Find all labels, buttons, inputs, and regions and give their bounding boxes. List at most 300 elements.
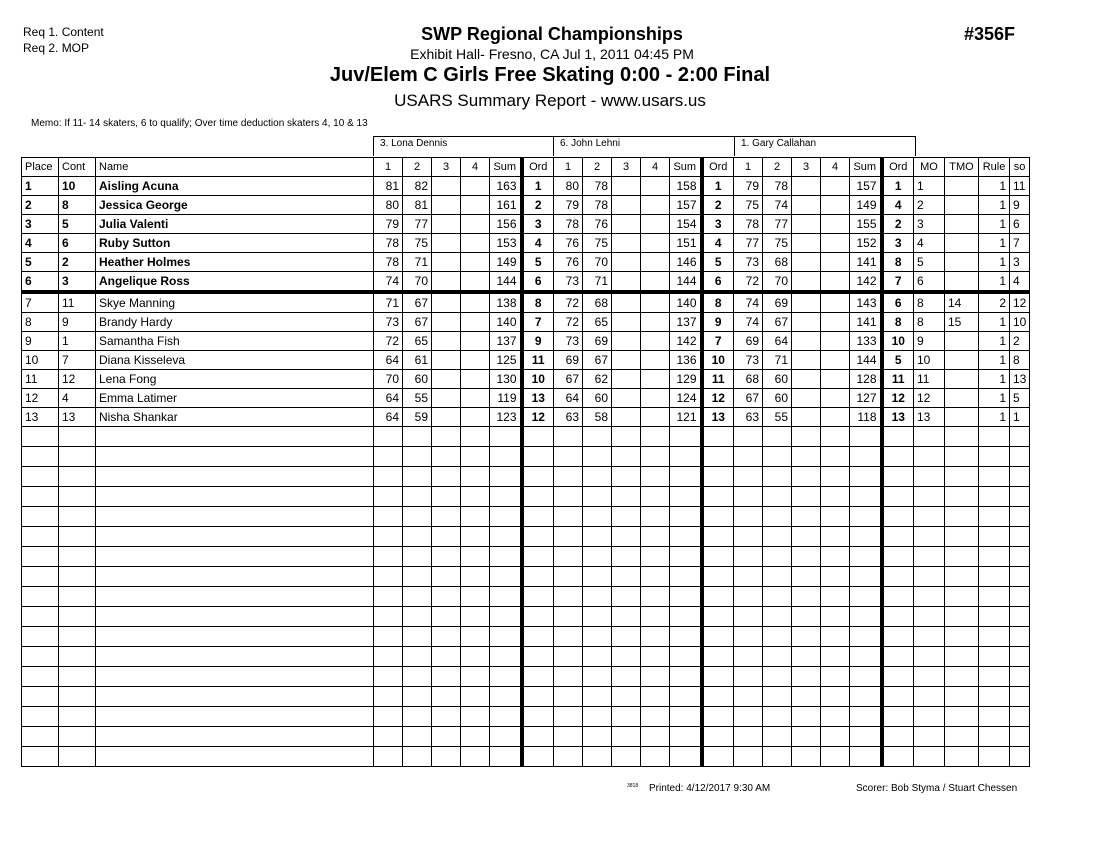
judge-1-score-4-cell — [461, 253, 490, 272]
empty-cell — [914, 487, 945, 507]
skater-name-cell: Lena Fong — [96, 370, 374, 389]
empty-cell — [1010, 447, 1030, 467]
judge-2-score-3-cell — [612, 332, 641, 351]
judge-1-ordinal-cell: 2 — [522, 196, 554, 215]
empty-cell — [914, 667, 945, 687]
empty-cell — [612, 707, 641, 727]
empty-cell — [914, 427, 945, 447]
empty-cell — [22, 587, 59, 607]
empty-cell — [522, 647, 554, 667]
empty-cell — [554, 727, 583, 747]
judge-1-sum-cell: 138 — [490, 292, 522, 313]
judge-3-score-1-cell: 63 — [734, 408, 763, 427]
empty-cell — [763, 747, 792, 767]
empty-cell — [734, 747, 763, 767]
event-name: Juv/Elem C Girls Free Skating 0:00 - 2:00 Final — [329, 64, 771, 86]
judge-1-score-4-cell — [461, 332, 490, 351]
empty-cell — [490, 487, 522, 507]
empty-cell — [583, 467, 612, 487]
empty-cell — [461, 487, 490, 507]
empty-cell — [821, 427, 850, 447]
judge-2-sum-cell: 136 — [670, 351, 702, 370]
empty-cell — [374, 527, 403, 547]
empty-cell — [403, 567, 432, 587]
judge-2-ordinal-cell: 7 — [702, 332, 734, 351]
empty-cell — [403, 447, 432, 467]
empty-cell — [945, 487, 979, 507]
empty-cell — [850, 727, 882, 747]
empty-cell — [702, 667, 734, 687]
judge-3-score-1-cell: 75 — [734, 196, 763, 215]
empty-cell — [96, 447, 374, 467]
empty-cell — [702, 467, 734, 487]
empty-cell — [821, 527, 850, 547]
empty-cell — [763, 727, 792, 747]
col-name-header: Name — [96, 158, 374, 177]
empty-row — [22, 667, 1030, 687]
empty-cell — [914, 507, 945, 527]
empty-cell — [490, 507, 522, 527]
rule-cell: 1 — [979, 234, 1010, 253]
judge-2-score-2-cell: 65 — [583, 313, 612, 332]
empty-cell — [403, 707, 432, 727]
empty-cell — [979, 467, 1010, 487]
empty-cell — [583, 607, 612, 627]
empty-cell — [374, 507, 403, 527]
empty-cell — [612, 727, 641, 747]
empty-cell — [612, 547, 641, 567]
empty-cell — [461, 687, 490, 707]
judge-1-ordinal-cell: 5 — [522, 253, 554, 272]
so-cell: 2 — [1010, 332, 1030, 351]
empty-cell — [763, 507, 792, 527]
empty-cell — [22, 687, 59, 707]
judge-1-score-1-cell: 72 — [374, 332, 403, 351]
empty-cell — [702, 567, 734, 587]
judge-2-sum-cell: 144 — [670, 272, 702, 293]
empty-cell — [792, 447, 821, 467]
empty-cell — [461, 447, 490, 467]
judge-3-score-3-cell — [792, 351, 821, 370]
empty-cell — [554, 487, 583, 507]
empty-cell — [22, 427, 59, 447]
empty-cell — [522, 707, 554, 727]
col-mo-header: MO — [914, 158, 945, 177]
empty-cell — [641, 627, 670, 647]
judge-2-score-2-cell: 75 — [583, 234, 612, 253]
rule-cell: 2 — [979, 292, 1010, 313]
judge-2-ordinal-cell: 3 — [702, 215, 734, 234]
empty-row — [22, 687, 1030, 707]
empty-cell — [490, 527, 522, 547]
empty-row — [22, 427, 1030, 447]
judge-3-sum-cell: 133 — [850, 332, 882, 351]
empty-cell — [850, 427, 882, 447]
empty-cell — [22, 547, 59, 567]
judge-2-sum-cell: 121 — [670, 408, 702, 427]
judge-1-score-4-cell — [461, 389, 490, 408]
empty-cell — [583, 587, 612, 607]
empty-cell — [554, 587, 583, 607]
empty-cell — [792, 427, 821, 447]
empty-cell — [641, 587, 670, 607]
judge-1-score-2-cell: 82 — [403, 177, 432, 196]
empty-cell — [850, 467, 882, 487]
empty-cell — [522, 547, 554, 567]
empty-cell — [403, 747, 432, 767]
judge-1-score-3-cell — [432, 332, 461, 351]
empty-cell — [734, 487, 763, 507]
empty-cell — [1010, 607, 1030, 627]
empty-cell — [914, 647, 945, 667]
empty-cell — [702, 727, 734, 747]
empty-cell — [670, 507, 702, 527]
empty-cell — [792, 747, 821, 767]
empty-cell — [583, 687, 612, 707]
place-cell: 7 — [22, 292, 59, 313]
judge-3-sum-cell: 141 — [850, 313, 882, 332]
empty-cell — [22, 707, 59, 727]
judge-2-score-4-cell — [641, 177, 670, 196]
empty-cell — [583, 667, 612, 687]
empty-cell — [490, 687, 522, 707]
col-j2-score1-header: 1 — [554, 158, 583, 177]
empty-cell — [670, 647, 702, 667]
judge-1-score-3-cell — [432, 215, 461, 234]
judge-1-score-1-cell: 81 — [374, 177, 403, 196]
empty-cell — [914, 547, 945, 567]
judge-1-ordinal-cell: 3 — [522, 215, 554, 234]
empty-cell — [490, 547, 522, 567]
contestant-number-cell: 5 — [59, 215, 96, 234]
empty-cell — [522, 527, 554, 547]
empty-cell — [583, 507, 612, 527]
empty-cell — [432, 527, 461, 547]
empty-row — [22, 487, 1030, 507]
skater-name-cell: Heather Holmes — [96, 253, 374, 272]
empty-cell — [914, 727, 945, 747]
judge-3-score-2-cell: 74 — [763, 196, 792, 215]
judge-3-score-2-cell: 70 — [763, 272, 792, 293]
judge-3-ordinal-cell: 6 — [882, 292, 914, 313]
empty-cell — [670, 667, 702, 687]
judge-2-score-4-cell — [641, 196, 670, 215]
empty-cell — [59, 647, 96, 667]
empty-cell — [702, 687, 734, 707]
table-row — [22, 177, 1030, 196]
empty-cell — [522, 587, 554, 607]
judge-2-ordinal-cell: 11 — [702, 370, 734, 389]
tmo-cell: 14 — [945, 292, 979, 313]
empty-cell — [461, 567, 490, 587]
judge-1-ordinal-cell: 12 — [522, 408, 554, 427]
empty-cell — [670, 707, 702, 727]
col-j3-score1-header: 1 — [734, 158, 763, 177]
empty-cell — [850, 487, 882, 507]
judge-3-score-2-cell: 60 — [763, 370, 792, 389]
empty-cell — [641, 607, 670, 627]
skater-name-cell: Brandy Hardy — [96, 313, 374, 332]
judge-3-score-4-cell — [821, 370, 850, 389]
skater-name-cell: Angelique Ross — [96, 272, 374, 293]
judge-3-score-4-cell — [821, 389, 850, 408]
judge-2-score-4-cell — [641, 351, 670, 370]
empty-cell — [432, 507, 461, 527]
empty-cell — [432, 607, 461, 627]
judge-1-score-1-cell: 73 — [374, 313, 403, 332]
skater-name-cell: Nisha Shankar — [96, 408, 374, 427]
table-row — [22, 332, 1030, 351]
empty-cell — [490, 467, 522, 487]
empty-cell — [1010, 547, 1030, 567]
empty-row — [22, 507, 1030, 527]
empty-cell — [945, 607, 979, 627]
empty-cell — [670, 747, 702, 767]
judge-2-score-1-cell: 78 — [554, 215, 583, 234]
table-row — [22, 408, 1030, 427]
empty-cell — [792, 547, 821, 567]
empty-cell — [96, 547, 374, 567]
empty-cell — [612, 687, 641, 707]
empty-cell — [96, 727, 374, 747]
judge-2-score-2-cell: 70 — [583, 253, 612, 272]
judge-3-score-1-cell: 67 — [734, 389, 763, 408]
empty-cell — [821, 687, 850, 707]
place-cell: 10 — [22, 351, 59, 370]
empty-cell — [490, 447, 522, 467]
empty-cell — [821, 647, 850, 667]
judge-1-score-3-cell — [432, 389, 461, 408]
empty-cell — [374, 547, 403, 567]
empty-cell — [821, 567, 850, 587]
skater-name-cell: Skye Manning — [96, 292, 374, 313]
empty-cell — [702, 587, 734, 607]
judge-3-name: 1. Gary Callahan — [734, 136, 916, 156]
so-cell: 5 — [1010, 389, 1030, 408]
judge-1-name: 3. Lona Dennis — [373, 136, 554, 156]
empty-cell — [403, 487, 432, 507]
empty-cell — [59, 607, 96, 627]
empty-cell — [641, 527, 670, 547]
empty-cell — [979, 707, 1010, 727]
empty-cell — [945, 527, 979, 547]
place-cell: 12 — [22, 389, 59, 408]
col-j3-score2-header: 2 — [763, 158, 792, 177]
empty-cell — [979, 527, 1010, 547]
table-row — [22, 313, 1030, 332]
judge-1-sum-cell: 153 — [490, 234, 522, 253]
judge-3-sum-cell: 152 — [850, 234, 882, 253]
empty-cell — [882, 747, 914, 767]
contestant-number-cell: 4 — [59, 389, 96, 408]
empty-cell — [522, 687, 554, 707]
empty-cell — [641, 487, 670, 507]
empty-cell — [612, 567, 641, 587]
judge-2-score-1-cell: 63 — [554, 408, 583, 427]
judge-2-ordinal-cell: 4 — [702, 234, 734, 253]
skater-name-cell: Ruby Sutton — [96, 234, 374, 253]
empty-cell — [490, 587, 522, 607]
empty-cell — [914, 467, 945, 487]
empty-cell — [670, 587, 702, 607]
place-cell: 4 — [22, 234, 59, 253]
empty-cell — [522, 627, 554, 647]
judge-3-score-2-cell: 77 — [763, 215, 792, 234]
empty-cell — [850, 527, 882, 547]
judge-3-score-2-cell: 71 — [763, 351, 792, 370]
empty-cell — [554, 467, 583, 487]
judge-3-score-4-cell — [821, 215, 850, 234]
empty-cell — [59, 427, 96, 447]
empty-row — [22, 727, 1030, 747]
judge-1-ordinal-cell: 8 — [522, 292, 554, 313]
empty-cell — [374, 687, 403, 707]
empty-cell — [641, 687, 670, 707]
empty-cell — [792, 667, 821, 687]
judge-1-score-2-cell: 70 — [403, 272, 432, 293]
empty-cell — [792, 487, 821, 507]
empty-cell — [792, 567, 821, 587]
contestant-number-cell: 3 — [59, 272, 96, 293]
empty-cell — [792, 587, 821, 607]
empty-row — [22, 467, 1030, 487]
printed-timestamp: Printed: 4/12/2017 9:30 AM — [649, 783, 771, 794]
empty-cell — [612, 667, 641, 687]
requirement-2-label: Req 2. MOP — [23, 41, 90, 55]
col-j2-sum-header: Sum — [670, 158, 702, 177]
empty-cell — [763, 607, 792, 627]
judge-2-score-2-cell: 78 — [583, 196, 612, 215]
judge-3-score-4-cell — [821, 253, 850, 272]
empty-cell — [979, 547, 1010, 567]
judge-1-sum-cell: 130 — [490, 370, 522, 389]
judge-1-score-4-cell — [461, 234, 490, 253]
place-cell: 2 — [22, 196, 59, 215]
judge-1-sum-cell: 125 — [490, 351, 522, 370]
rule-cell: 1 — [979, 272, 1010, 293]
col-place-header: Place — [22, 158, 59, 177]
empty-cell — [612, 607, 641, 627]
empty-cell — [490, 627, 522, 647]
empty-cell — [461, 607, 490, 627]
empty-cell — [945, 467, 979, 487]
empty-cell — [641, 547, 670, 567]
empty-cell — [792, 647, 821, 667]
contestant-number-cell: 9 — [59, 313, 96, 332]
empty-cell — [22, 487, 59, 507]
judge-1-sum-cell: 119 — [490, 389, 522, 408]
empty-cell — [583, 487, 612, 507]
report-name: USARS Summary Report - www.usars.us — [394, 91, 706, 110]
empty-cell — [583, 527, 612, 547]
empty-cell — [22, 667, 59, 687]
empty-cell — [702, 747, 734, 767]
judge-1-sum-cell: 140 — [490, 313, 522, 332]
judge-2-score-3-cell — [612, 408, 641, 427]
judge-1-ordinal-cell: 13 — [522, 389, 554, 408]
tmo-cell — [945, 370, 979, 389]
judge-1-score-4-cell — [461, 292, 490, 313]
judge-2-score-3-cell — [612, 234, 641, 253]
skater-name-cell: Aisling Acuna — [96, 177, 374, 196]
table-row — [22, 370, 1030, 389]
judge-2-score-1-cell: 67 — [554, 370, 583, 389]
empty-cell — [583, 747, 612, 767]
empty-cell — [522, 467, 554, 487]
judge-1-sum-cell: 144 — [490, 272, 522, 293]
header-row — [22, 158, 1030, 177]
skater-name-cell: Emma Latimer — [96, 389, 374, 408]
empty-cell — [554, 547, 583, 567]
empty-cell — [914, 747, 945, 767]
empty-cell — [641, 467, 670, 487]
judge-3-ordinal-cell: 4 — [882, 196, 914, 215]
empty-row — [22, 707, 1030, 727]
judge-2-score-3-cell — [612, 272, 641, 293]
so-cell: 9 — [1010, 196, 1030, 215]
empty-cell — [403, 607, 432, 627]
empty-cell — [612, 447, 641, 467]
empty-cell — [22, 507, 59, 527]
empty-cell — [914, 567, 945, 587]
judge-3-score-1-cell: 72 — [734, 272, 763, 293]
judge-1-score-3-cell — [432, 234, 461, 253]
empty-cell — [432, 667, 461, 687]
empty-cell — [403, 687, 432, 707]
col-j2-score3-header: 3 — [612, 158, 641, 177]
judge-3-score-1-cell: 74 — [734, 292, 763, 313]
judge-2-score-1-cell: 79 — [554, 196, 583, 215]
empty-cell — [461, 747, 490, 767]
empty-cell — [702, 507, 734, 527]
judge-3-score-3-cell — [792, 292, 821, 313]
empty-cell — [734, 447, 763, 467]
judge-2-score-4-cell — [641, 253, 670, 272]
empty-cell — [432, 747, 461, 767]
mo-cell: 13 — [914, 408, 945, 427]
judge-3-score-2-cell: 64 — [763, 332, 792, 351]
empty-cell — [821, 667, 850, 687]
judge-1-score-2-cell: 67 — [403, 313, 432, 332]
judge-1-score-2-cell: 71 — [403, 253, 432, 272]
empty-cell — [403, 507, 432, 527]
empty-cell — [96, 567, 374, 587]
empty-cell — [641, 667, 670, 687]
empty-cell — [96, 647, 374, 667]
empty-cell — [59, 687, 96, 707]
empty-cell — [403, 587, 432, 607]
empty-cell — [792, 687, 821, 707]
empty-cell — [96, 527, 374, 547]
empty-cell — [1010, 567, 1030, 587]
empty-cell — [432, 587, 461, 607]
empty-cell — [792, 467, 821, 487]
empty-cell — [554, 667, 583, 687]
empty-cell — [882, 687, 914, 707]
empty-cell — [432, 707, 461, 727]
empty-cell — [792, 527, 821, 547]
judge-3-sum-cell: 157 — [850, 177, 882, 196]
empty-cell — [945, 547, 979, 567]
empty-cell — [374, 707, 403, 727]
empty-cell — [432, 487, 461, 507]
empty-cell — [583, 547, 612, 567]
judge-1-score-1-cell: 79 — [374, 215, 403, 234]
so-cell: 4 — [1010, 272, 1030, 293]
judge-1-score-3-cell — [432, 313, 461, 332]
col-j1-score2-header: 2 — [403, 158, 432, 177]
empty-cell — [403, 727, 432, 747]
